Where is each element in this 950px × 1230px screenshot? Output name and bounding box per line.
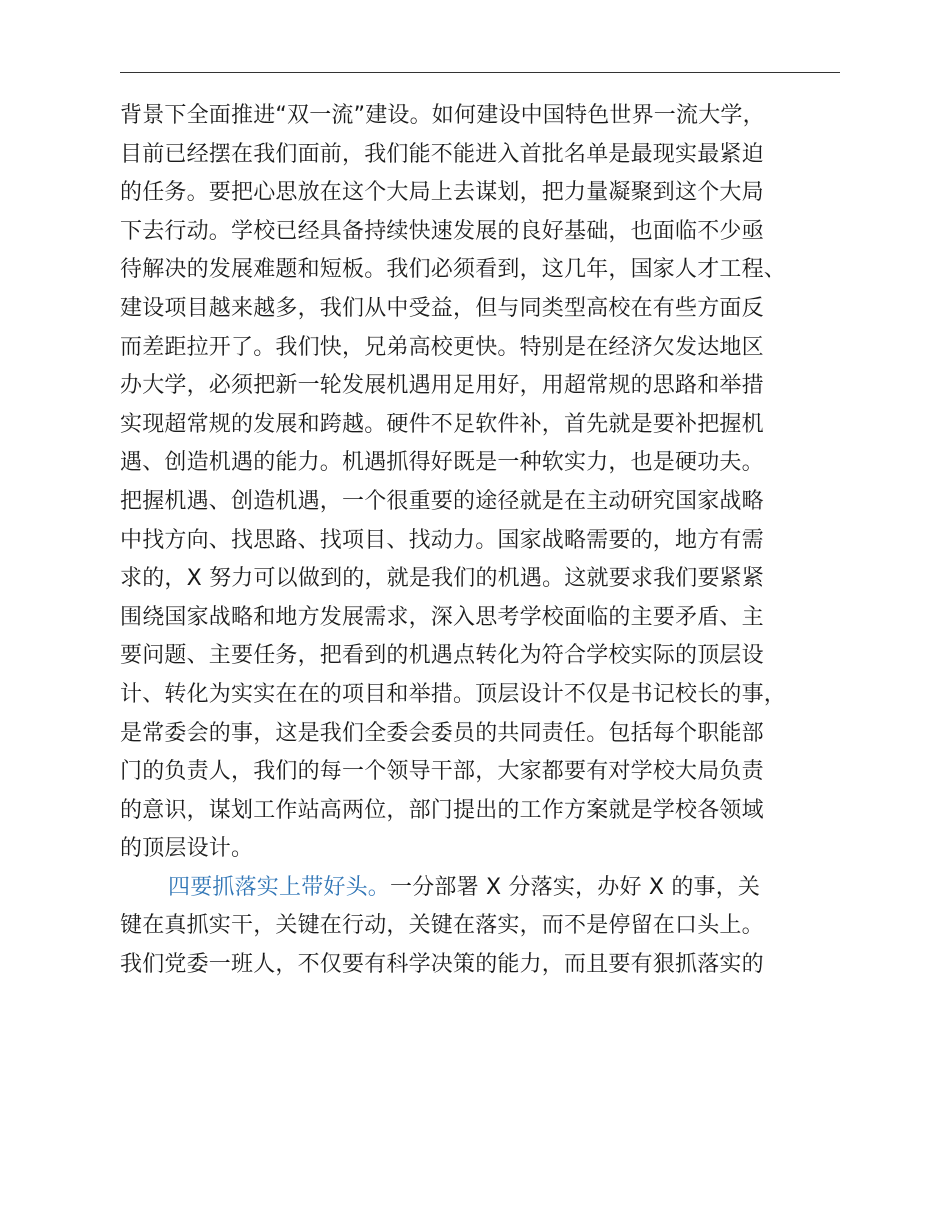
body-text [120, 97, 880, 985]
paragraph-1-line: 实现超常规的发展和跨越。硬件不足软件补，首先就是要补把握机 [120, 411, 764, 437]
paragraph-1-line: 的任务。要把心思放在这个大局上去谋划，把力量凝聚到这个大局 [120, 180, 764, 206]
paragraph-1-line: 办大学，必须把新一轮发展机遇用足用好，用超常规的思路和举措 [120, 373, 764, 399]
paragraph-1-line: 是常委会的事，这是我们全委会委员的共同责任。包括每个职能部 [120, 720, 764, 746]
header-rule [120, 72, 840, 73]
paragraph-1-line: 待解决的发展难题和短板。我们必须看到，这几年，国家人才工程、 [120, 257, 787, 283]
paragraph-1-line: 要问题、主要任务，把看到的机遇点转化为符合学校实际的顶层设 [120, 643, 764, 669]
section-heading: 四要抓落实上带好头。 [168, 874, 391, 900]
paragraph-1-line: 计、转化为实实在在的项目和举措。顶层设计不仅是书记校长的事， [120, 681, 787, 707]
paragraph-1-line: 目前已经摆在我们面前，我们能不能进入首批名单是最现实最紧迫 [120, 141, 764, 167]
paragraph-1-line: 围绕国家战略和地方发展需求，深入思考学校面临的主要矛盾、主 [120, 604, 764, 630]
paragraph-1-line: 下去行动。学校已经具备持续快速发展的良好基础，也面临不少亟 [120, 218, 764, 244]
paragraph-1-line: 中找方向、找思路、找项目、找动力。国家战略需要的，地方有需 [120, 527, 764, 553]
paragraph-1-line: 而差距拉开了。我们快，兄弟高校更快。特别是在经济欠发达地区 [120, 334, 764, 360]
paragraph-1-line: 的顶层设计。 [120, 836, 254, 862]
paragraph-1-line: 门的负责人，我们的每一个领导干部，大家都要有对学校大局负责 [120, 759, 764, 785]
paragraph-2-line: 键在真抓实干，关键在行动，关键在落实，而不是停留在口头上。 [120, 913, 764, 939]
paragraph-2-line: 我们党委一班人，不仅要有科学决策的能力，而且要有狠抓落实的 [120, 952, 764, 978]
paragraph-1-line: 的意识，谋划工作站高两位，部门提出的工作方案就是学校各领域 [120, 797, 764, 823]
paragraph-1-line: 遇、创造机遇的能力。机遇抓得好既是一种软实力，也是硬功夫。 [120, 450, 764, 476]
paragraph-1-line: 建设项目越来越多，我们从中受益，但与同类型高校在有些方面反 [120, 295, 764, 321]
paragraph-1-line: 求的，X 努力可以做到的，就是我们的机遇。这就要求我们要紧紧 [120, 566, 765, 592]
paragraph-1-line: 把握机遇、创造机遇，一个很重要的途径就是在主动研究国家战略 [120, 488, 764, 514]
paragraph-2-first-line-text: 一分部署 X 分落实，办好 X 的事，关 [390, 874, 761, 900]
paragraph-2-first-line [120, 869, 880, 908]
paragraph-1-line: 背景下全面推进“双一流”建设。如何建设中国特色世界一流大学， [120, 103, 765, 128]
